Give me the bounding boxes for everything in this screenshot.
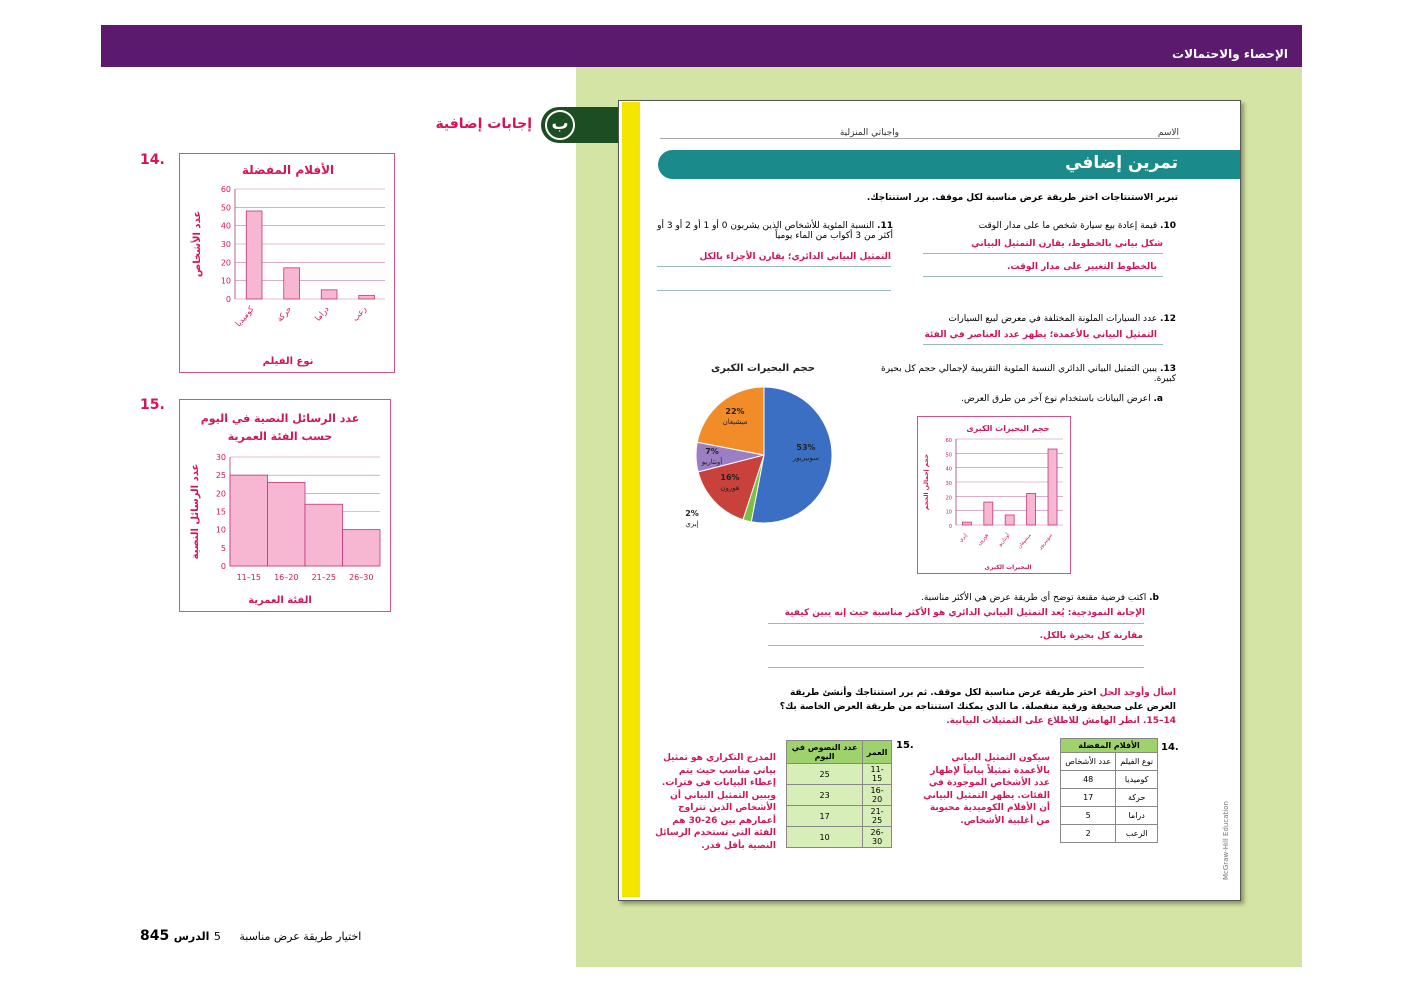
q11-question — [657, 221, 893, 241]
section-text: اختر طريقة عرض مناسبة لكل موقف. ثم برر استنتاجك وأنشئ طريقة العرض على صحيفة ورقية منفصلة. ما الذي يمكنك استنتاجه من طريقة العرض الخاصة بك؟ — [779, 688, 1176, 712]
section-instruction — [776, 686, 1176, 714]
y-tick-label: 50 — [945, 452, 952, 459]
table-cell: دراما — [1116, 807, 1158, 825]
bar — [962, 522, 971, 525]
y-tick-label: 60 — [220, 185, 231, 194]
lesson-number: 5 — [213, 930, 221, 943]
text-messages-chart — [180, 400, 390, 611]
slice-value-label: 53% — [796, 443, 816, 452]
q13a-number: a. — [1153, 394, 1163, 404]
bar — [1048, 449, 1057, 525]
x-tick-label: دراما — [313, 304, 331, 323]
t15-number: 15. — [896, 740, 914, 751]
answer-line — [768, 667, 1144, 668]
y-tick-label: 50 — [220, 203, 231, 213]
lesson-title: اختيار طريقة عرض مناسبة — [239, 930, 362, 943]
table-cell: الرعب — [1116, 825, 1158, 843]
bar — [359, 295, 375, 299]
y-tick-label: 30 — [215, 453, 226, 462]
answers-tab-icon: ب — [545, 110, 575, 140]
q13a-text: اعرض البيانات باستخدام نوع آخر من طرق العرض. — [961, 394, 1151, 404]
q13a-question — [863, 394, 1163, 404]
bar — [1027, 493, 1036, 525]
section-lead: اسأل وأوجد الحل — [1099, 688, 1176, 698]
slice-value-label: 2% — [685, 509, 699, 518]
table-cell: حركة — [1116, 789, 1158, 807]
bar — [321, 290, 337, 299]
q13-number: 13. — [1160, 364, 1176, 374]
yellow-strip — [622, 102, 640, 897]
name-line — [660, 131, 1180, 139]
q10-text: قيمة إعادة بيع سيارة شخص ما على مدار الوقت — [978, 221, 1158, 231]
y-tick-label: 40 — [945, 466, 952, 473]
favorite-movies-chart — [180, 154, 394, 372]
table-cell: 17 — [787, 806, 863, 827]
y-tick-label: 60 — [945, 438, 952, 444]
table-cell: 26-30 — [863, 827, 892, 848]
answer-line — [768, 645, 1144, 646]
name-label: الاسم — [1157, 128, 1179, 138]
answer-line — [923, 253, 1163, 254]
table-cell: 5 — [1061, 807, 1116, 825]
table-cell: 25 — [787, 764, 863, 785]
table-row — [787, 806, 892, 827]
y-tick-label: 5 — [220, 543, 226, 553]
answer-line — [923, 344, 1163, 345]
section-answer: 14–15. انظر الهامش للاطلاع على التمثيلات البيانية. — [946, 716, 1176, 726]
x-tick-label: 16–20 — [274, 573, 299, 582]
y-tick-label: 15 — [215, 507, 226, 517]
lakes-pie-chart — [660, 358, 860, 538]
q15-label: 15. — [140, 397, 165, 413]
bar — [230, 475, 268, 566]
y-tick-label: 10 — [945, 509, 952, 516]
t14-number: 14. — [1161, 742, 1179, 753]
q10-answer-1: شكل بياني بالخطوط، يقارن التمثيل البياني — [971, 239, 1163, 249]
bar — [246, 211, 262, 299]
q10-question — [926, 221, 1176, 231]
t15-answer: المدرج التكراري هو تمثيل بياني مناسب حيث يتم إعطاء البيانات في فترات. ويبين التمثيل البياني أن الأشخاص الذين تتراوح أعمارهم بين 26-30 هم الفئة التي تستخدم الرسائل النصية بأقل قدر. — [655, 753, 776, 851]
chart-title: حجم البحيرات الكبرى — [711, 363, 815, 374]
table-row — [787, 827, 892, 848]
table-row — [787, 764, 892, 785]
q13-text: يبين التمثيل البياني الدائري النسبة المئوية التقريبية لإجمالي حجم كل بحيرة كبيرة. — [880, 364, 1176, 384]
x-tick-label: 11–15 — [236, 573, 261, 582]
t15-header-texts: عدد النصوص في اليوم — [787, 741, 863, 764]
x-tick-label: حركة — [275, 304, 294, 324]
q10-answer-2: بالخطوط التغيير على مدار الوقت. — [1007, 262, 1157, 272]
favorite-movies-table — [1060, 738, 1158, 843]
y-tick-label: 20 — [945, 495, 952, 502]
x-tick-label: سوبيريور — [1037, 532, 1055, 551]
q10-number: 10. — [1160, 221, 1176, 231]
x-tick-label: 26–30 — [349, 573, 374, 582]
table-cell: 21-25 — [863, 806, 892, 827]
answer-line — [657, 290, 891, 291]
answer-line — [923, 276, 1163, 277]
slice-name-label: أونتاريو — [701, 458, 723, 466]
instruction-text: تبرير الاستنتاجات اختر طريقة عرض مناسبة لكل موقف. برر استنتاجك. — [866, 193, 1178, 203]
lesson-label: الدرس — [173, 930, 210, 943]
table-row — [787, 785, 892, 806]
t14-title: الأفلام المفضلة — [1061, 739, 1158, 753]
table-cell: 17 — [1061, 789, 1116, 807]
table-cell: 48 — [1061, 771, 1116, 789]
q12-question — [916, 314, 1176, 324]
x-tick-label: 21–25 — [311, 573, 336, 582]
x-tick-label: كوميديا — [233, 304, 256, 329]
table-row — [1061, 807, 1158, 825]
q11-text: النسبة المئوية للأشخاص الذين يشربون 0 أو 1 أو 2 أو 3 أو أكثر من 3 أكواب من الماء يومياً — [657, 221, 893, 241]
table-row — [1061, 771, 1158, 789]
date-label: واجباتي المنزلية — [836, 128, 903, 138]
q13b-text: اكتب فرضية مقنعة توضح أي طريقة عرض هي الأكثر مناسبة. — [921, 593, 1147, 603]
x-tick-label: رعب — [350, 304, 369, 323]
y-tick-label: 10 — [215, 525, 226, 535]
y-axis-label: عدد الرسائل النصية — [190, 463, 201, 560]
x-axis-label: الفئة العمرية — [248, 595, 312, 606]
slice-name-label: ميشيغان — [722, 418, 748, 426]
answer-line — [657, 266, 891, 267]
page-number: 845 — [140, 928, 170, 944]
x-tick-label: إيري — [957, 532, 969, 544]
q12-answer: التمثيل البياني بالأعمدة؛ يظهر عدد العناصر في الفئة — [924, 330, 1157, 340]
slice-name-label: هورون — [720, 484, 740, 492]
bar — [1005, 515, 1014, 525]
q13b-answer-2: مقارنة كل بحيرة بالكل. — [1039, 631, 1143, 641]
figure-text-messages — [179, 399, 391, 612]
slice-name-label: سوبيريور — [792, 454, 820, 462]
bar — [268, 482, 306, 566]
y-tick-label: 10 — [220, 276, 231, 286]
chapter-header-bar — [101, 25, 1302, 67]
t15-header-age: العمر — [863, 741, 892, 764]
q11-number: 11. — [877, 221, 893, 231]
q13-question — [866, 364, 1176, 384]
table-cell: 16-20 — [863, 785, 892, 806]
lakes-bar-chart — [918, 417, 1070, 573]
table-cell: 2 — [1061, 825, 1116, 843]
t14-answer: سيكون التمثيل البياني بالأعمدة تمثيلاً بيانياً لإظهار عدد الأشخاص الموجودة في الفئات. يظهر التمثيل البياني أن الأفلام الكوميدية محبوبة من أغلبية الأشخاص. — [923, 753, 1050, 826]
q14-label: 14. — [140, 152, 165, 168]
table-row — [1061, 789, 1158, 807]
chart-title: عدد الرسائل النصية في اليوم — [200, 412, 360, 425]
slice-value-label: 22% — [725, 407, 745, 416]
bar — [343, 530, 381, 566]
x-tick-label: هورون — [976, 532, 990, 547]
q11-answer: التمثيل البياني الدائري؛ يقارن الأجزاء بالكل — [699, 252, 891, 262]
copyright-text: McGraw-Hill Education — [1222, 801, 1230, 880]
t14-header-count: عدد الأشخاص — [1061, 753, 1116, 771]
slice-value-label: 16% — [720, 473, 740, 482]
slice-name-label: إيري — [685, 520, 699, 528]
y-tick-label: 20 — [215, 489, 226, 499]
extra-answers-heading: إجابات إضافية — [435, 116, 532, 132]
table-cell: 23 — [787, 785, 863, 806]
chapter-title: الإحصاء والاحتمالات — [1172, 47, 1288, 61]
q12-text: عدد السيارات الملونة المختلفة في معرض لبيع السيارات — [948, 314, 1158, 324]
text-messages-table — [786, 740, 892, 848]
table-cell: 11-15 — [863, 764, 892, 785]
bar — [284, 268, 300, 299]
table-row — [1061, 825, 1158, 843]
figure-lakes-bar — [917, 416, 1071, 574]
y-tick-label: 25 — [215, 471, 226, 481]
y-tick-label: 30 — [220, 240, 231, 249]
x-axis-label: البحيرات الكبرى — [984, 564, 1032, 571]
q13b-question — [829, 593, 1159, 603]
q12-number: 12. — [1160, 314, 1176, 324]
y-tick-label: 30 — [945, 481, 952, 487]
chart-title: الأفلام المفضلة — [241, 163, 335, 177]
figure-favorite-movies — [179, 153, 395, 373]
y-axis-label: عدد الأشخاص — [192, 210, 203, 278]
y-tick-label: 0 — [948, 524, 952, 530]
bar — [305, 504, 343, 566]
chart-title: حسب الفئة العمرية — [227, 430, 333, 443]
t14-header-type: نوع الفيلم — [1116, 753, 1158, 771]
page-footer — [140, 928, 361, 944]
worksheet-title-bar — [658, 150, 1240, 179]
x-tick-label: أونتاريو — [997, 532, 1012, 548]
answer-line — [768, 623, 1144, 624]
y-tick-label: 0 — [225, 295, 231, 304]
y-tick-label: 20 — [220, 258, 231, 268]
slice-value-label: 7% — [705, 447, 719, 456]
q13b-answer-1: الإجابة النموذجية: يُعد التمثيل البياني الدائري هو الأكثر مناسبة حيث إنه يبين كيفية — [784, 608, 1145, 618]
y-tick-label: 40 — [220, 221, 231, 231]
x-tick-label: ميشيغان — [1016, 532, 1033, 550]
x-axis-label: نوع الفيلم — [262, 356, 314, 367]
chart-title: حجم البحيرات الكبرى — [966, 424, 1050, 433]
table-cell: كوميديا — [1116, 771, 1158, 789]
q13b-number: b. — [1149, 593, 1159, 603]
table-cell: 10 — [787, 827, 863, 848]
y-tick-label: 0 — [220, 562, 226, 571]
y-axis-label: حجم إجمالي الحجم — [923, 453, 930, 511]
worksheet-title: تمرين إضافي — [1065, 153, 1178, 173]
bar — [984, 502, 993, 525]
